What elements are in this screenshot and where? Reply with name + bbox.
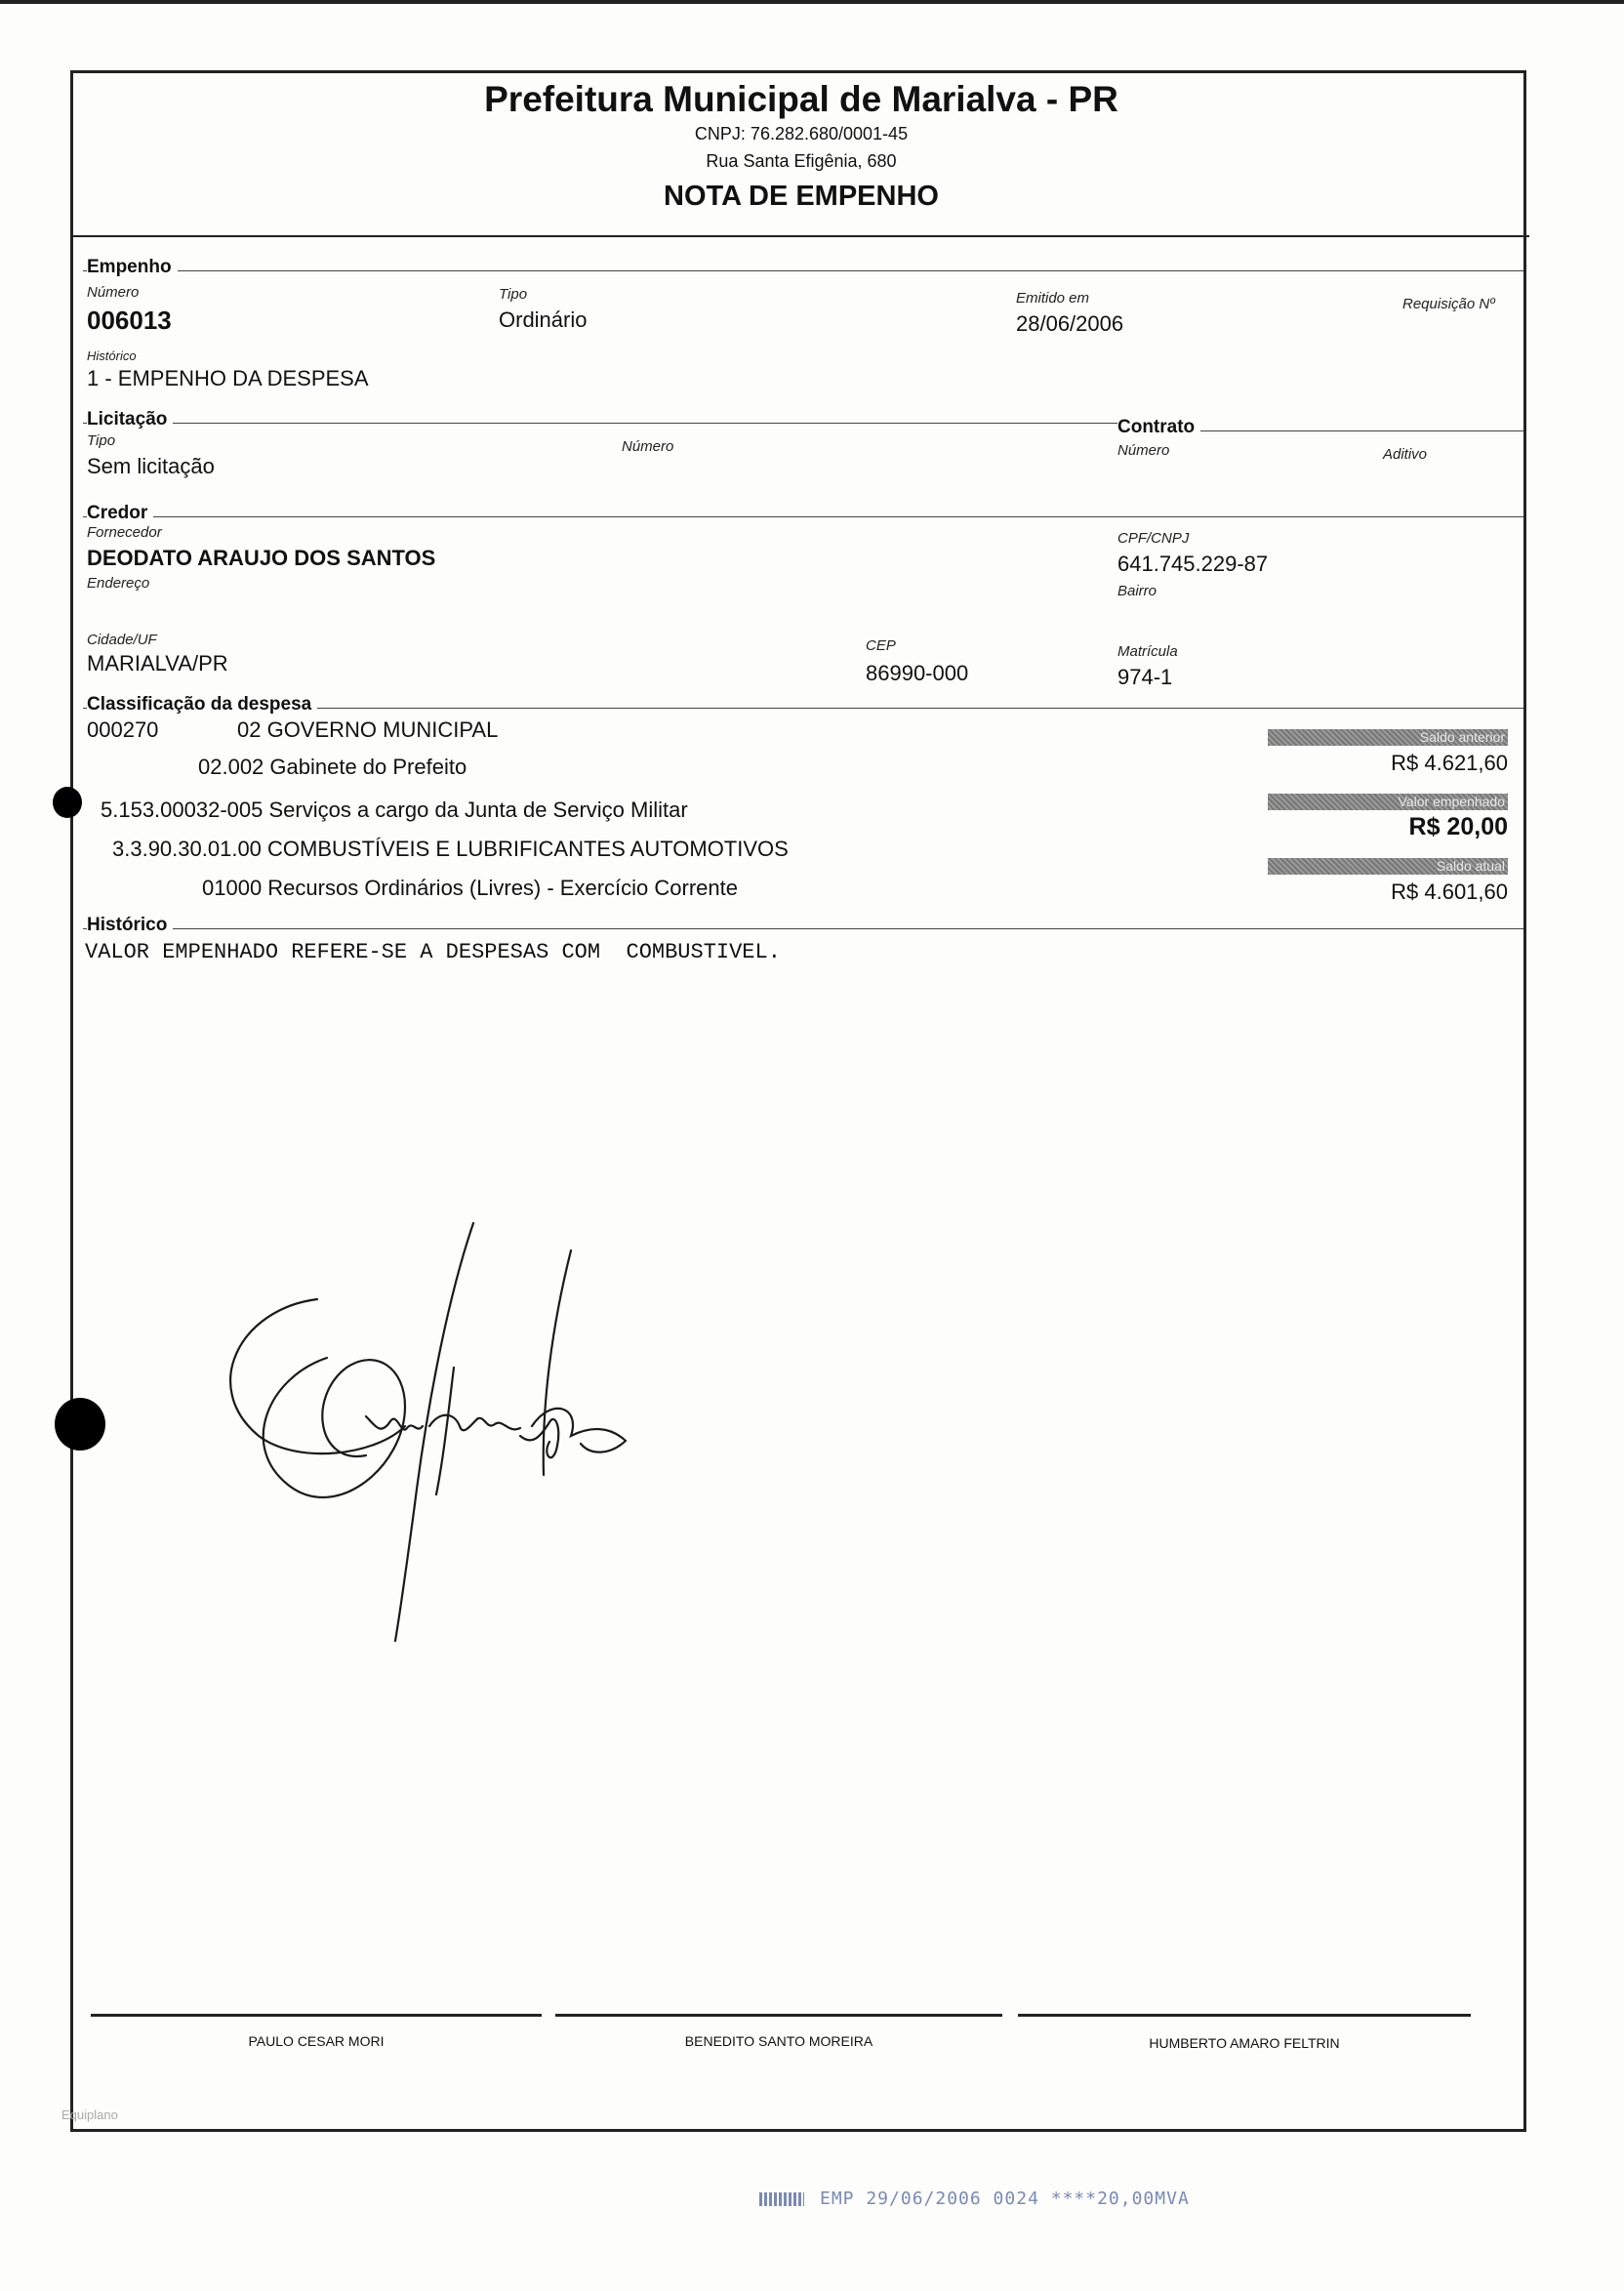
barcode-icon <box>759 2192 804 2206</box>
header-divider <box>73 235 1529 237</box>
signatory-2: BENEDITO SANTO MOREIRA <box>684 2033 873 2049</box>
licitacao-tipo-label: Tipo <box>87 432 116 449</box>
cep-value: 86990-000 <box>866 661 969 685</box>
signature-line-1 <box>91 2014 542 2017</box>
fornecedor-name: DEODATO ARAUJO DOS SANTOS <box>87 546 436 570</box>
document-type: NOTA DE EMPENHO <box>664 181 939 212</box>
classificacao-fonte: 01000 Recursos Ordinários (Livres) - Exercício Corrente <box>202 876 738 900</box>
classificacao-natureza: 3.3.90.30.01.00 COMBUSTÍVEIS E LUBRIFICANTES AUTOMOTIVOS <box>112 837 789 861</box>
historico-section-title: Histórico <box>87 915 173 936</box>
valor-empenhado-label: Valor empenhado <box>1268 794 1508 810</box>
empenho-numero-label: Número <box>87 284 140 301</box>
historico-text: VALOR EMPENHADO REFERE-SE A DESPESAS COM COMBUSTIVEL. <box>85 940 781 964</box>
signatory-3: HUMBERTO AMARO FELTRIN <box>1149 2035 1340 2051</box>
header-address: Rua Santa Efigênia, 680 <box>706 151 897 171</box>
empenho-numero: 006013 <box>87 306 172 335</box>
header-cnpj: CNPJ: 76.282.680/0001-45 <box>694 124 909 143</box>
fornecedor-label: Fornecedor <box>87 524 162 541</box>
licitacao-numero-label: Número <box>622 438 674 455</box>
cpf-value: 641.745.229-87 <box>1117 552 1269 576</box>
document-frame <box>61 70 1526 2132</box>
historico-rule <box>83 928 1523 929</box>
licitacao-tipo: Sem licitação <box>87 454 215 478</box>
credor-rule <box>83 516 1523 517</box>
classificacao-unit: 02 GOVERNO MUNICIPAL <box>237 717 499 742</box>
saldo-anterior-label: Saldo anterior <box>1268 729 1508 746</box>
page-title: Prefeitura Municipal de Marialva - PR <box>484 79 1118 119</box>
software-footer: Equiplano <box>61 2107 118 2122</box>
signature-line-3 <box>1018 2014 1471 2017</box>
saldo-atual-value: R$ 4.601,60 <box>1391 880 1508 904</box>
emitido-date: 28/06/2006 <box>1016 311 1124 336</box>
punch-hole-top <box>53 787 82 818</box>
classificacao-code: 000270 <box>87 717 159 742</box>
valor-empenhado-value: R$ 20,00 <box>1408 813 1508 840</box>
emitido-label: Emitido em <box>1016 290 1090 307</box>
saldo-anterior-value: R$ 4.621,60 <box>1391 751 1508 775</box>
punch-hole-bottom <box>55 1398 105 1451</box>
classificacao-funcional: 5.153.00032-005 Serviços a cargo da Junta de Serviço Militar <box>101 798 688 822</box>
cidade-label: Cidade/UF <box>87 632 157 648</box>
cep-label: CEP <box>866 637 896 654</box>
signature-line-2 <box>555 2014 1002 2017</box>
machine-stamp: EMP 29/06/2006 0024 ****20,00MVA <box>759 2189 1190 2209</box>
contrato-aditivo-label: Aditivo <box>1383 446 1428 463</box>
classificacao-section-title: Classificação da despesa <box>87 694 317 716</box>
classificacao-suborgao: 02.002 Gabinete do Prefeito <box>198 755 467 779</box>
empenho-tipo-label: Tipo <box>499 286 528 303</box>
licitacao-rule <box>83 423 1117 424</box>
signatory-1: PAULO CESAR MORI <box>248 2033 385 2049</box>
licitacao-section-title: Licitação <box>87 409 173 430</box>
contrato-numero-label: Número <box>1117 442 1170 459</box>
empenho-section-title: Empenho <box>87 257 178 278</box>
scan-top-edge <box>0 0 1624 4</box>
requisicao-label: Requisição Nº <box>1402 296 1495 312</box>
handwritten-signature <box>181 1211 669 1699</box>
empenho-rule <box>83 270 1523 271</box>
bairro-label: Bairro <box>1117 583 1157 599</box>
empenho-historico-label: Histórico <box>87 348 137 363</box>
matricula-value: 974-1 <box>1117 665 1173 689</box>
matricula-label: Matrícula <box>1117 643 1178 660</box>
cpf-label: CPF/CNPJ <box>1117 530 1190 547</box>
credor-section-title: Credor <box>87 503 153 524</box>
empenho-tipo: Ordinário <box>499 307 588 332</box>
saldo-atual-label: Saldo atual <box>1268 858 1508 875</box>
empenho-historico: 1 - EMPENHO DA DESPESA <box>87 366 369 390</box>
cidade-value: MARIALVA/PR <box>87 651 228 675</box>
endereco-label: Endereço <box>87 575 150 592</box>
contrato-section-title: Contrato <box>1117 417 1200 438</box>
